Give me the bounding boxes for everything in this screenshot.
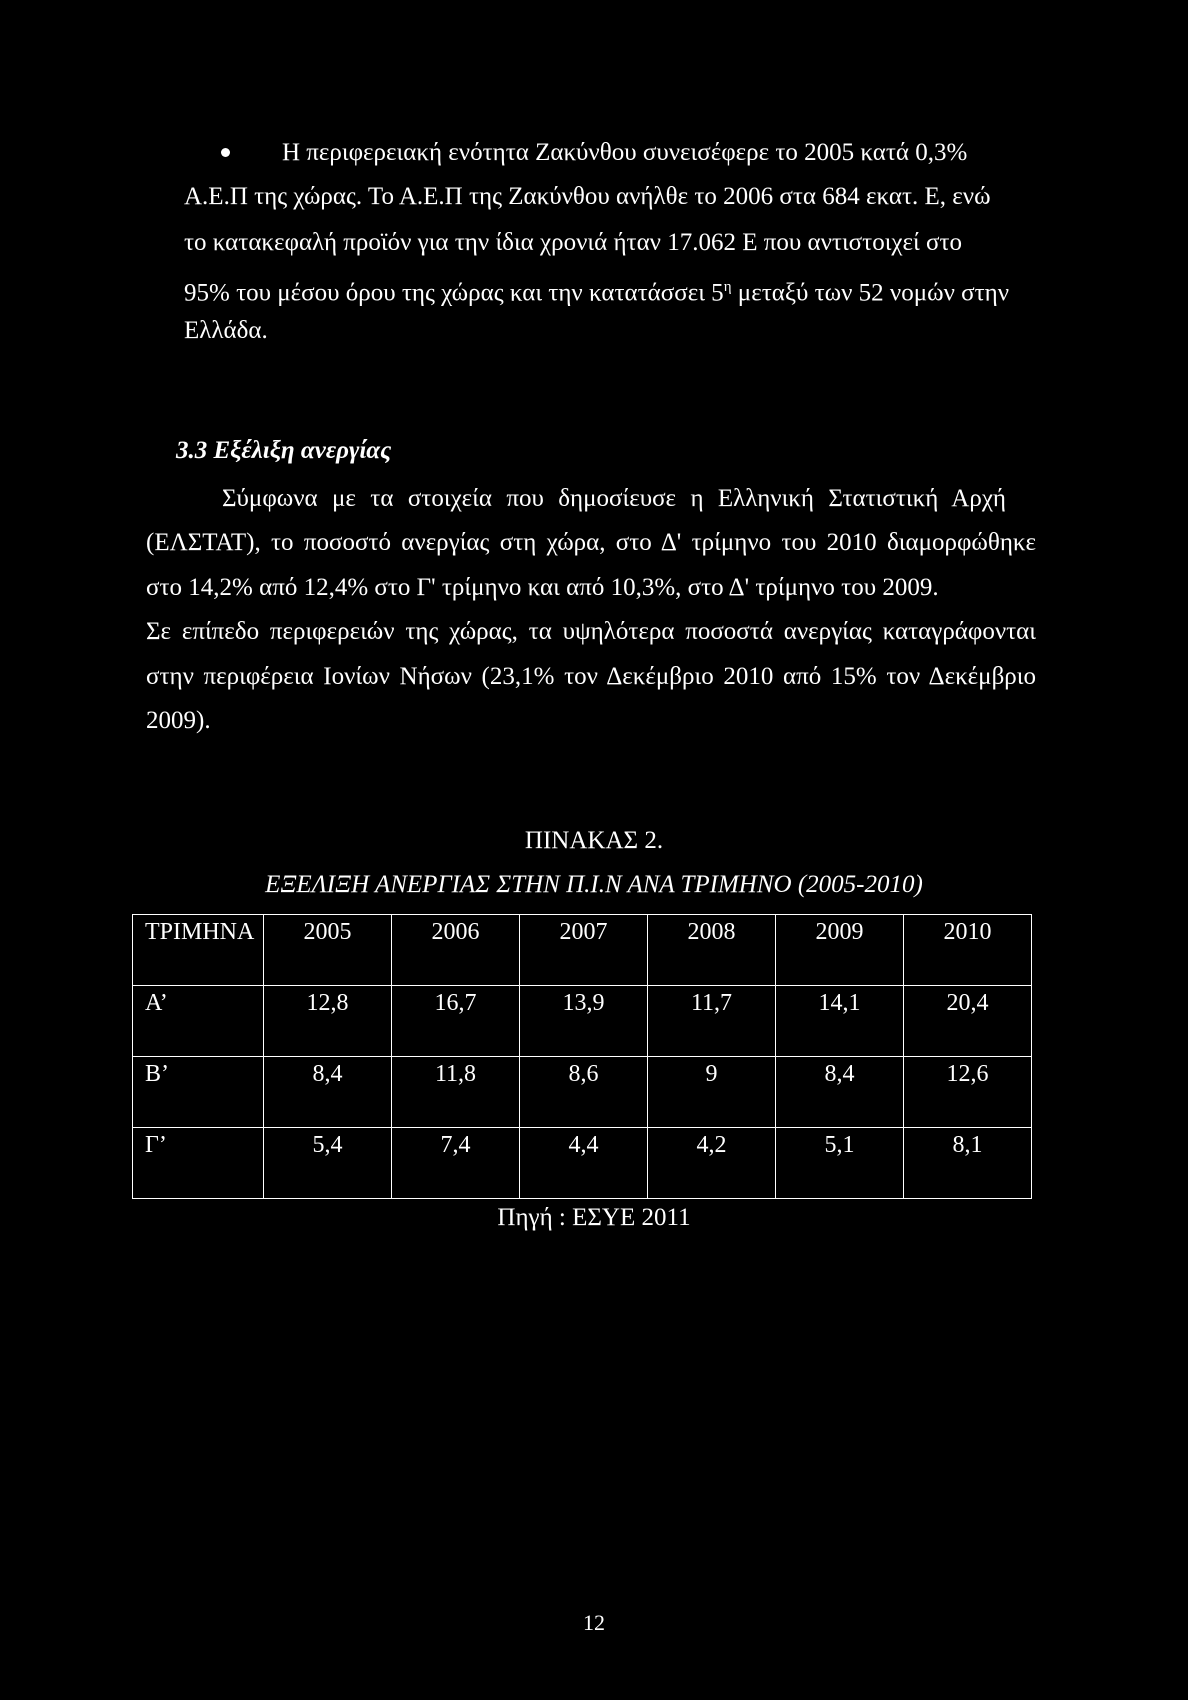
- table-cell: 9: [648, 1057, 776, 1128]
- table-header-row: [133, 915, 1032, 986]
- row-label: Α’: [133, 986, 264, 1057]
- table-cell: 5,4: [264, 1128, 392, 1199]
- table-cell: 11,8: [392, 1057, 520, 1128]
- table-cell: 7,4: [392, 1128, 520, 1199]
- table-cell: 12,6: [904, 1057, 1032, 1128]
- row-label: Β’: [133, 1057, 264, 1128]
- bullet-line-2: Α.Ε.Π της χώρας. Το Α.Ε.Π της Ζακύνθου ανήλθε το 2006 στα 684 εκατ. Ε, ενώ: [184, 183, 991, 210]
- header-cell: ΤΡΙΜΗΝΑ: [133, 915, 264, 986]
- header-cell: 2010: [904, 915, 1032, 986]
- table-cell: 8,4: [776, 1057, 904, 1128]
- section-heading: 3.3 Εξέλιξη ανεργίας: [176, 437, 392, 464]
- paragraph-line-6: 2009).: [146, 707, 211, 734]
- table-cell: 12,8: [264, 986, 392, 1057]
- table-source: Πηγή : ΕΣΥΕ 2011: [497, 1204, 691, 1231]
- row-label: Γ’: [133, 1128, 264, 1199]
- paragraph-line-3: στο 14,2% από 12,4% στο Γ' τρίμηνο και από 10,3%, στο Δ' τρίμηνο του 2009.: [146, 574, 939, 601]
- table-cell: 8,4: [264, 1057, 392, 1128]
- header-cell: 2006: [392, 915, 520, 986]
- header-cell: 2007: [520, 915, 648, 986]
- bullet-icon: [221, 148, 230, 157]
- header-cell: 2008: [648, 915, 776, 986]
- table-label: ΠΙΝΑΚΑΣ 2.: [524, 827, 664, 854]
- paragraph-line-1: Σύμφωνα με τα στοιχεία που δημοσίευσε η Ελληνική Στατιστική Αρχή: [222, 485, 1006, 512]
- paragraph-line-2: (ΕΛΣΤΑΤ), το ποσοστό ανεργίας στη χώρα, στο Δ' τρίμηνο του 2010 διαμορφώθηκε: [146, 529, 1036, 556]
- bullet-line-1: Η περιφερειακή ενότητα Ζακύνθου συνεισέφερε το 2005 κατά 0,3%: [282, 139, 968, 166]
- bullet-line-3: το κατακεφαλή προϊόν για την ίδια χρονιά ήταν 17.062 Ε που αντιστοιχεί στο: [184, 229, 963, 256]
- table-row: [133, 1128, 1032, 1199]
- table-cell: 4,2: [648, 1128, 776, 1199]
- paragraph-line-5: στην περιφέρεια Ιονίων Νήσων (23,1% τον Δεκέμβριο 2010 από 15% τον Δεκέμβριο: [146, 663, 1036, 690]
- table-row: [133, 1057, 1032, 1128]
- paragraph-line-4: Σε επίπεδο περιφερειών της χώρας, τα υψηλότερα ποσοστά ανεργίας καταγράφονται: [146, 618, 1036, 645]
- table-title: ΕΞΕΛΙΞΗ ΑΝΕΡΓΙΑΣ ΣΤΗΝ Π.Ι.Ν ΑΝΑ ΤΡΙΜΗΝΟ (2005-2010): [265, 871, 923, 898]
- table-cell: 11,7: [648, 986, 776, 1057]
- bullet-line-4: [184, 272, 1009, 308]
- table-cell: 4,4: [520, 1128, 648, 1199]
- table-cell: 20,4: [904, 986, 1032, 1057]
- page-number: 12: [583, 1610, 605, 1635]
- table-cell: 13,9: [520, 986, 648, 1057]
- superscript: η: [723, 279, 732, 295]
- table-cell: 8,6: [520, 1057, 648, 1128]
- table-row: [133, 986, 1032, 1057]
- bullet-line-4-tail: μεταξύ των 52 νομών στην: [737, 279, 1010, 307]
- bullet-line-4-text: 95% του μέσου όρου της χώρας και την κατατάσσει 5: [184, 279, 724, 307]
- table-cell: 16,7: [392, 986, 520, 1057]
- table-cell: 5,1: [776, 1128, 904, 1199]
- header-cell: 2009: [776, 915, 904, 986]
- table-cell: 14,1: [776, 986, 904, 1057]
- unemployment-table: [132, 914, 1032, 1199]
- table-cell: 8,1: [904, 1128, 1032, 1199]
- bullet-line-5: Ελλάδα.: [184, 317, 268, 344]
- header-cell: 2005: [264, 915, 392, 986]
